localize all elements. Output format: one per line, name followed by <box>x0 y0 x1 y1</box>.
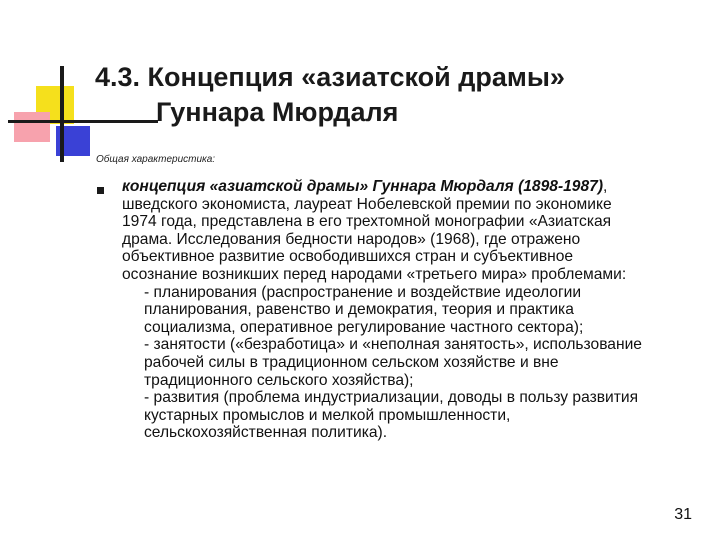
title-line-1: 4.3. Концепция «азиатской драмы» <box>95 62 565 92</box>
slide-subtitle: Общая характеристика: <box>96 154 216 165</box>
title-line-2: Гуннара Мюрдаля <box>156 97 399 127</box>
pink-square-decoration <box>14 112 50 142</box>
square-bullet-icon <box>97 187 104 194</box>
page-number: 31 <box>674 506 692 523</box>
bullet-lead: концепция «азиатской драмы» Гуннара Мюрдаля (1898-1987) <box>122 178 604 195</box>
item-planning: - планирования (распространение и воздействие идеологии планирования, равенство и демократия, теория и практика социализма, оперативное регулирование частного сектора); <box>144 283 584 336</box>
vertical-line-decoration <box>60 66 64 162</box>
slide-title <box>95 60 695 130</box>
bullet-paragraph <box>122 178 647 284</box>
item-employment: - занятости («безработица» и «неполная занятость», использование рабочей силы в традиционном сельском хозяйстве и вне традиционного сельского хозяйства); <box>144 336 642 389</box>
item-development: - развития (проблема индустриализации, доводы в пользу развития кустарных промыслов и мелкой промышленности, сельскохозяйственная политика). <box>144 389 639 442</box>
bullet-body <box>122 178 647 442</box>
bullet-text: , шведского экономиста, лауреат Нобелевской премии по экономике 1974 года, представлена в его трехтомной монографии «Азиатская драма. Исследования бедности народов» (1968), где отражено объективное развитие освободившихся стран и субъективное осознание возникших перед народами «третьего мира» проблемами: <box>122 178 627 283</box>
